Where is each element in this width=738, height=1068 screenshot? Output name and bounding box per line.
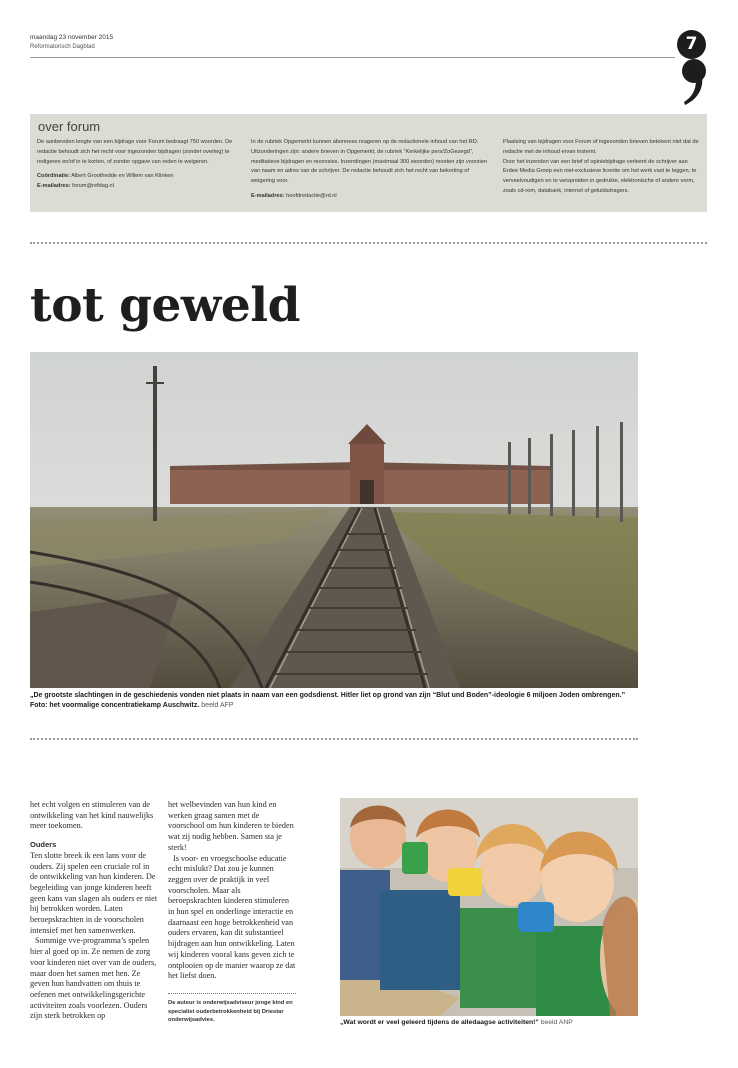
forum-col1-text: De aanbevolen lengte van een bijdrage voor Forum bedraagt 750 woorden. De redactie behoudt zich het recht voor ingezonden bijdragen (zonder overleg) te redigeren en/of in te korten, of zonder opgave van reden te weigeren. [37,139,233,165]
children-drinking-photo [340,798,638,1016]
page-number-badge: 7 [677,30,706,59]
dotted-divider-2 [30,738,638,740]
forum-info-box [30,114,707,212]
headline: tot geweld [30,278,300,333]
col1-para-3: Sommige vve-programma’s spelen hier al goed op in. Ze nemen de zorg voor kinderen niet over van de ouders, maar doen het samen met hen. Ze geven hun handvatten om thuis te oefenen met ontwikkelingsgerichte activiteiten zoals voorlezen. Ouders zijn sterk betrokken op [30,936,157,1021]
col2-para-2: Is voor- en vroegschoolse educatie echt mislukt? Dat zou je kunnen zeggen over de praktijk in veel voorscholen. Maar als beroepskrachten kinderen stimuleren in hun spel en onderlinge interactie en daarnaast een hoge betrokkenheid van ouders ervaren, kan dit substantieel bijdragen aan hun ontwikkeling. Laten wij kinderen vooral kans geven zich te ontplooien op de manier waarop ze dat het liefst doen. [168,853,296,981]
photo-caption-text: „De grootste slachtingen in de geschiedenis vonden niet plaats in naam van een godsdienst. Hitler liet op grond van zijn “Blut und Boden”-ideologie 6 miljoen Joden ombrengen.” Foto: het voormalige concentratiekamp Auschwitz. [30,692,626,709]
forum-col3-text2: Door het inzenden van een brief of opiniebijdrage verleent de schrijver aan Erdee Media Groep een niet-exclusieve licentie om het werk vast te leggen, te verveelvoudigen en te verspreiden in gedrukte, elektronische of andere vorm, zoals cd-rom, databank, internet of geluidsdragers. [503,158,697,194]
comma-logo-icon [680,58,708,106]
subheading-ouders: Ouders [30,840,57,850]
auschwitz-railway-photo [30,352,638,688]
photo2-caption-text: „Wat wordt er veel geleerd tijdens de alledaagse activiteiten!” [340,1019,539,1026]
article-column-1 [30,800,158,1022]
col1-para-2: Ten slotte breek ik een lans voor de ouders. Zij spelen een cruciale rol in de ontwikkeling van hun kinderen. De begeleiding van jonge kinderen heeft geen kans van slagen als ouders er niet bij betrokken worden. Laten beroepskrachten in de voorscholen intensief met hen samenwerken. [30,850,158,935]
author-divider [168,993,296,994]
issue-date: maandag 23 november 2015 [30,34,114,41]
photo2-credit: beeld ANP [540,1019,573,1026]
col2-para-1: het welbevinden van hun kind en werken graag samen met de voorschool om hun kinderen te bieden wat zij nodig hebben. Samen sta je sterk! [168,800,294,852]
forum-column-2 [251,138,491,202]
editorial-email-link[interactable]: hoofdredactie@rd.nl [286,192,337,199]
photo2-caption [340,1019,638,1026]
coord-value: Albert Groothedde en Willem van Klinken [71,173,174,180]
coord-label: Coördinatie: [37,173,70,180]
author-note: De auteur is onderwijsadviseur jonge kind en specialist ouderbetrokkenheid bij Driestar onderwijsadvies. [168,1000,293,1023]
newspaper-name: Reformatorisch Dagblad [30,44,95,50]
forum-column-3 [503,138,701,197]
forum-col3-text1: Plaatsing van bijdragen voor Forum of ingezonden brieven betekent niet dat de redactie met de inhoud ervan instemt. [503,139,699,155]
photo-credit: beeld AFP [201,702,234,709]
forum-col2-text: In de rubriek Opgemerkt kunnen abonnees reageren op de redactionele inhoud van het RD. Uitzonderingen zijn: andere brieven in Opgemerkt, de rubriek “Kerkelijke pers/ZoGezegd”, meditatieve bijdragen en recensies. Inzendingen (maximaal 300 woorden) moeten zijn voorzien van naam en adres van de schrijver. De redactie behoudt zich het recht van bekorting of weigering voor. [251,139,488,185]
email-label-1: E-mailadres: [37,183,71,190]
photo-caption [30,691,638,711]
header-rule [30,57,675,58]
forum-column-1 [37,138,237,192]
email-label-2: E-mailadres: [251,192,285,199]
dotted-divider [30,242,707,244]
forum-title: over forum [38,119,101,134]
article-column-2 [168,800,296,982]
forum-email-link[interactable]: forum@refdag.nl [72,183,114,190]
col1-para-1: het echt volgen en stimuleren van de ontwikkeling van het kind nauwelijks meer toekomen. [30,800,154,831]
